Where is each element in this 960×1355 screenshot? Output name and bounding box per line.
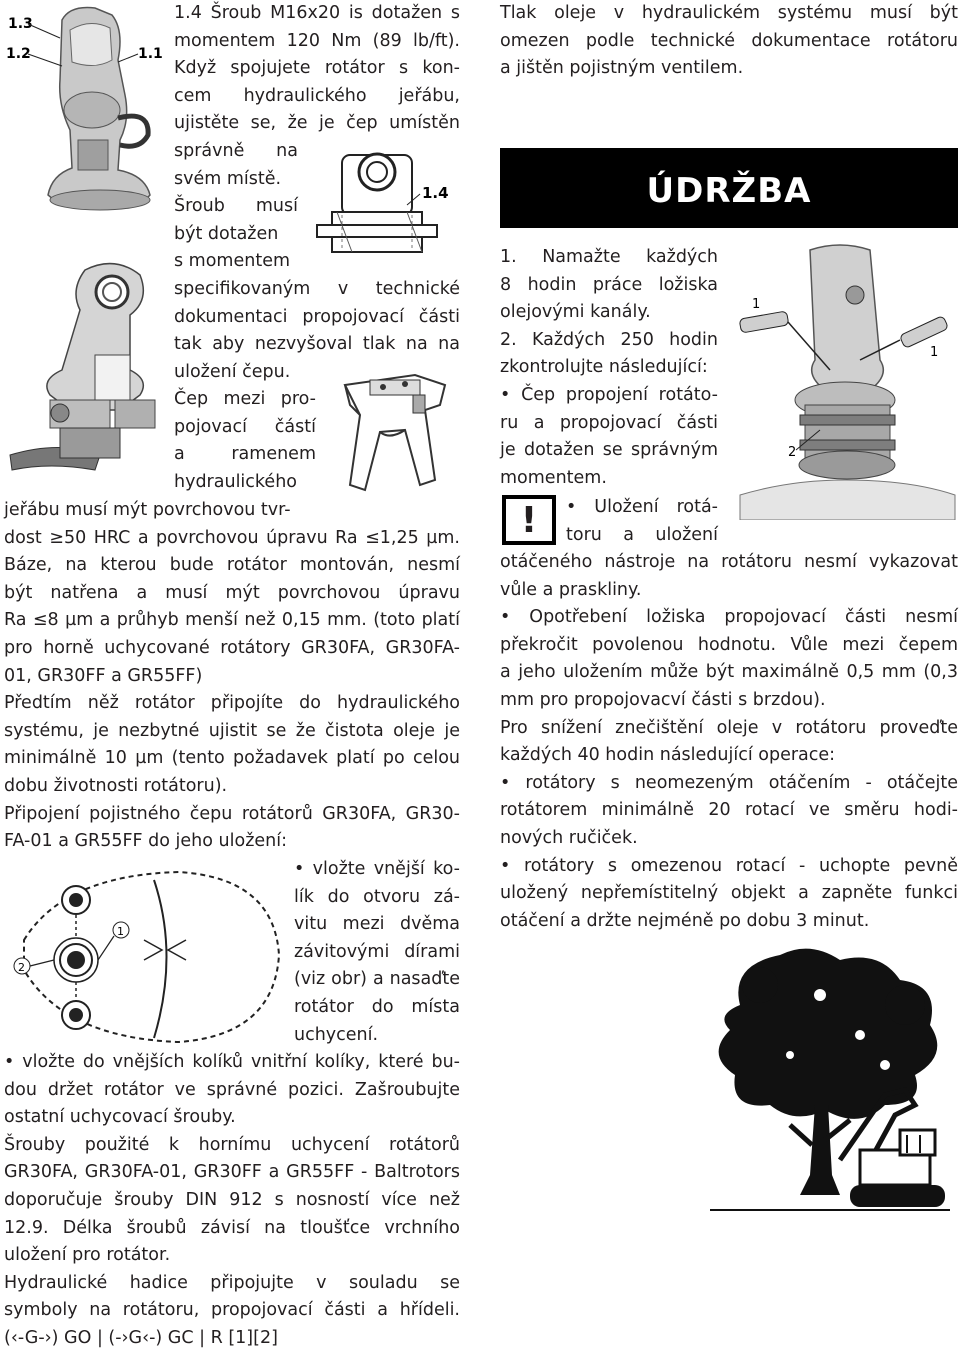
text-line: Báze, na kterou bude rotátor montován, nesmí [4, 555, 460, 576]
text-line: Čep mezi pro- [174, 389, 316, 409]
text-line: tak aby nezvyšoval tlak na na [174, 334, 460, 355]
text-line: cem hydraulického jeřábu, [174, 85, 460, 106]
text-line: (‹-G-›) GO | (-›G‹-) GC | R [1][2] [4, 1327, 278, 1348]
text-line: ujistěte se, že je čep umístěn [174, 113, 460, 134]
text-line: 1. Namažte každých [500, 247, 718, 267]
text-line: pro horně uchycované rotátory GR30FA, GR30FA- [4, 637, 460, 658]
text-line: je dotažen se správným [500, 440, 718, 461]
text-line: Hydraulické hadice připojujte v souladu se [4, 1272, 460, 1293]
text-line: specifikovaným v technické [174, 279, 460, 299]
text-line: • rotátory s omezenou rotací - uchopte pevně [500, 855, 958, 876]
text-line: překročit povolenou hodnotu. Vůle mezi čepem [500, 634, 958, 655]
text-line: (viz obr) a nasaďte [294, 969, 460, 990]
text-line: GR30FA, GR30FA-01, GR30FF a GR55FF - Baltrotors [4, 1162, 460, 1183]
text-line: a ramenem [174, 444, 316, 465]
text-line: lík do otvoru zá- [294, 886, 460, 907]
fig1-label-1-3: 1.3 [8, 16, 33, 32]
text-line: Šroub musí [174, 196, 298, 217]
text-line: být dotažen [174, 223, 279, 244]
disc-label-1: 1 [117, 925, 124, 938]
text-line: jeřábu musí mýt povrchovou tvr- [4, 500, 291, 520]
lube-label-2: 2 [788, 445, 797, 460]
text-line: zkontrolujte následující: [500, 357, 708, 378]
text-line: svém místě. [174, 168, 282, 189]
text-line: dokumentaci propojovací části [174, 306, 460, 327]
text-line: ru a propojovací části [500, 412, 718, 433]
warning-icon: ! [502, 495, 556, 545]
text-line: s momentem [174, 251, 291, 272]
tree-excavator-illustration [700, 945, 958, 1225]
text-line: 8 hodin práce ložiska [500, 274, 718, 295]
text-line: a jištěn pojistným ventilem. [500, 58, 744, 79]
text-line: hydraulického [174, 471, 297, 492]
text-line: omezen podle technické dokumentace rotátoru [500, 30, 958, 51]
link-part-figure [325, 370, 455, 500]
left-bullet-wrap [294, 856, 460, 1049]
text-line: otáčeného nástroje na rotátoru nesmí vykazovat [500, 552, 958, 572]
text-line: Připojení pojistného čepu rotátorů GR30FA, GR30- [4, 803, 460, 824]
lube-label-1a: 1 [752, 297, 761, 312]
text-line: • vložte vnější ko- [294, 859, 460, 879]
fig1-label-1-2: 1.2 [6, 46, 31, 62]
rotator-link-figure [0, 0, 175, 480]
text-line: FA-01 a GR55FF do jeho uložení: [4, 831, 287, 852]
text-line: dost ≥50 HRC a povrchovou úpravu Ra ≤1,25 µm. [4, 527, 460, 548]
text-line: ostatní uchycovací šrouby. [4, 1107, 236, 1128]
left-end-paragraph [4, 1049, 460, 1353]
text-line: rotátorem minimálně 20 rotací ve směru hodi- [500, 800, 958, 821]
text-line: Když spojujete rotátor s kon- [174, 58, 460, 79]
text-line: Pro snížení znečištění oleje v rotátoru proveďte [500, 717, 958, 738]
text-line: 1.4 Šroub M16x20 is dotažen s [174, 3, 460, 23]
text-line: mm pro propojovacví části s brzdou). [500, 689, 826, 710]
lubrication-figure [730, 240, 958, 520]
text-line: 01, GR30FF a GR55FF) [4, 665, 203, 686]
text-line: vitu mezi dvěma [294, 914, 460, 935]
disc-label-2: 2 [18, 961, 25, 974]
left-wrap-text-mid [174, 276, 460, 386]
left-main-paragraph [4, 497, 460, 856]
text-line: • Čep propojení rotáto- [500, 384, 718, 405]
text-line: doporučuje šrouby DIN 912 s nosností více než [4, 1189, 460, 1210]
text-line: Šrouby použité k hornímu uchycení rotátorů [4, 1134, 460, 1155]
text-line: otáčení a držte nejméně po dobu 3 minut. [500, 910, 870, 931]
text-line: pojovací částí [174, 416, 316, 437]
text-line: Ra ≤8 µm a průhyb menší než 0,15 mm. (toto platí [4, 610, 460, 631]
text-line: být natřena a musí mýt povrchovou úpravu [4, 582, 460, 603]
text-line: rotátor do místa [294, 996, 460, 1017]
left-wrap-text-claw [174, 386, 316, 496]
fig2-label-1-4: 1.4 [422, 184, 449, 202]
text-line: • Opotřebení ložiska propojovací části nesmí [500, 607, 958, 628]
text-line: vůle a praskliny. [500, 579, 642, 600]
text-line: Tlak oleje v hydraulickém systému musí být [500, 3, 958, 23]
text-line: systému, je nezbytné ujistit se že čistota oleje je [4, 720, 460, 741]
right-intro [500, 0, 958, 83]
text-line: • rotátory s neomezeným otáčením - otáčejte [500, 772, 958, 793]
text-line: nových ručiček. [500, 827, 638, 848]
text-line: toru a uložení [566, 524, 718, 545]
section-heading: ÚDRŽBA [500, 148, 958, 228]
text-line: 12.9. Délka šroubů závisí na tloušťce vrchního [4, 1217, 460, 1238]
text-line: závitovými dírami [294, 941, 460, 962]
left-wrap-text-narrow [174, 138, 298, 276]
text-line: • vložte do vnějších kolíků vnitřní kolíky, které bu- [4, 1052, 460, 1072]
text-line: 2. Každých 250 hodin [500, 329, 718, 350]
bolt-section-figure [312, 140, 462, 270]
right-warn-wrap [566, 494, 718, 549]
text-line: momentem 120 Nm (89 lb/ft). [174, 30, 460, 51]
text-line: momentem. [500, 467, 607, 488]
text-line: olejovými kanály. [500, 302, 651, 323]
text-line: každých 40 hodin následující operace: [500, 745, 836, 766]
text-line: minimálně 10 µm (tento požadavek platí po celou [4, 748, 460, 769]
text-line: dobu životnosti rotátoru). [4, 775, 228, 796]
right-main-paragraph [500, 549, 958, 935]
right-list-wrap [500, 244, 718, 492]
left-wrap-text [174, 0, 460, 138]
text-line: uložení pro rotátor. [4, 1245, 171, 1266]
lube-label-1b: 1 [930, 345, 939, 360]
text-line: uložení čepu. [174, 361, 291, 382]
text-line: uchycení. [294, 1024, 379, 1045]
text-line: uložený nepřemístitelný objekt a zapněte funkci [500, 883, 958, 904]
mounting-disc-figure [4, 860, 289, 1050]
text-line: • Uložení rotá- [566, 497, 718, 517]
text-line: symboly na rotátoru, propojovací části a hřídeli. [4, 1300, 460, 1321]
text-line: dou držet rotátor ve správné pozici. Zašroubujte [4, 1079, 460, 1100]
text-line: a jeho uložením může být maximálně 0,5 mm (0,3 [500, 662, 958, 683]
text-line: Předtím něž rotátor připojíte do hydraulického [4, 693, 460, 714]
text-line: správně na [174, 141, 298, 161]
fig1-label-1-1: 1.1 [138, 46, 163, 62]
